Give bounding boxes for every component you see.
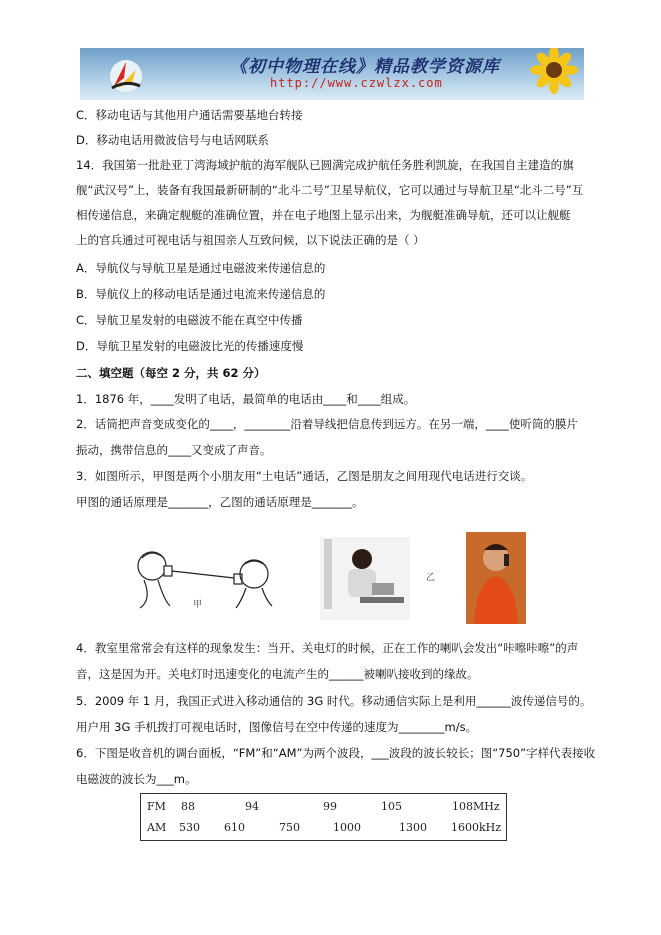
fill-q3-line1: 3．如图所示，甲图是两个小朋友用“土电话”通话，乙图是朋友之间用现代电话进行交谈。 bbox=[76, 469, 533, 483]
tuner-am-530: 530 bbox=[179, 821, 200, 834]
banner-url[interactable]: http://www.czwlzx.com bbox=[270, 76, 443, 90]
tuner-am-750: 750 bbox=[279, 821, 300, 834]
tuner-fm-label: FM bbox=[147, 800, 166, 813]
section-heading-fill-blank: 二、填空题（每空 2 分，共 62 分） bbox=[76, 366, 266, 380]
q14-option-b: B．导航仪上的移动电话是通过电流来传递信息的 bbox=[76, 287, 326, 301]
sunflower-icon bbox=[524, 48, 580, 100]
figure-label-yi: 乙 bbox=[426, 573, 436, 583]
tin-can-phone-figure bbox=[130, 540, 290, 610]
banner-title: 《初中物理在线》精品教学资源库 bbox=[230, 57, 500, 77]
tuner-am-1300: 1300 bbox=[399, 821, 427, 834]
header-banner bbox=[80, 48, 584, 100]
tuner-am-1600: 1600kHz bbox=[451, 821, 502, 834]
fill-q2-line1: 2．话筒把声音变成变化的____，________沿着导线把信息传到远方。在另一端，____使听筒的膜片 bbox=[76, 417, 578, 431]
q13-option-c: C．移动电话与其他用户通话需要基地台转接 bbox=[76, 108, 303, 122]
tuner-fm-88: 88 bbox=[181, 800, 195, 813]
fill-q4-line1: 4．教室里常常会有这样的现象发生：当开、关电灯的时候，正在工作的喇叭会发出“咔嚓咔嚓”的声 bbox=[76, 641, 579, 655]
q14-text-line1: 14．我国第一批赴亚丁湾海域护航的海军舰队已圆满完成护航任务胜利凯旋，在我国自主建造的旗 bbox=[76, 158, 574, 172]
q14-option-c: C．导航卫星发射的电磁波不能在真空中传播 bbox=[76, 313, 303, 327]
q14-option-a: A．导航仪与导航卫星是通过电磁波来传递信息的 bbox=[76, 261, 326, 275]
tuner-am-1000: 1000 bbox=[333, 821, 361, 834]
tuner-am-610: 610 bbox=[224, 821, 245, 834]
fill-q4-line2: 音，这是因为开。关电灯时迅速变化的电流产生的______被喇叭接收到的缘故。 bbox=[76, 667, 479, 681]
figure-label-jia: 甲 bbox=[193, 600, 203, 610]
logo-icon bbox=[106, 56, 146, 94]
fill-q1: 1．1876 年，____发明了电话，最简单的电话由____和____组成。 bbox=[76, 392, 416, 406]
tuner-fm-105: 105 bbox=[381, 800, 402, 813]
tuner-fm-94: 94 bbox=[245, 800, 259, 813]
tuner-fm-99: 99 bbox=[323, 800, 337, 813]
q14-text-line2: 舰“武汉号”上，装备有我国最新研制的“北斗二号”卫星导航仪，它可以通过与导航卫星“北斗二号”互 bbox=[76, 183, 584, 197]
tuner-am-label: AM bbox=[147, 821, 167, 834]
tuner-fm-108: 108MHz bbox=[452, 800, 500, 813]
q14-option-d: D．导航卫星发射的电磁波比光的传播速度慢 bbox=[76, 339, 304, 353]
q14-text-line4: 上的官兵通过可视电话与祖国亲人互致问候，以下说法正确的是（ ） bbox=[76, 233, 425, 247]
fill-q6-line2: 电磁波的波长为___m。 bbox=[76, 772, 197, 786]
mobile-phone-figure bbox=[466, 532, 526, 624]
fill-q5-line2: 用户用 3G 手机拨打可视电话时，图像信号在空中传递的速度为________m/s。 bbox=[76, 720, 478, 734]
fill-q5-line1: 5．2009 年 1 月，我国正式进入移动通信的 3G 时代。移动通信实际上是利用______波传递信号的。 bbox=[76, 694, 592, 708]
fill-q3-line2: 甲图的通话原理是_______，乙图的通话原理是_______。 bbox=[76, 495, 364, 509]
office-phone-figure bbox=[320, 537, 410, 620]
q13-option-d: D．移动电话用微波信号与电话网联系 bbox=[76, 133, 269, 147]
fill-q2-line2: 振动，携带信息的____又变成了声音。 bbox=[76, 443, 272, 457]
fill-q6-line1: 6．下图是收音机的调台面板，“FM”和“AM”为两个波段，___波段的波长较长；图“750”字样代表接收 bbox=[76, 746, 596, 760]
q14-text-line3: 相传递信息，来确定舰艇的准确位置，并在电子地图上显示出来，为舰艇准确导航，还可以让舰艇 bbox=[76, 208, 571, 222]
radio-tuner-panel bbox=[140, 793, 507, 841]
